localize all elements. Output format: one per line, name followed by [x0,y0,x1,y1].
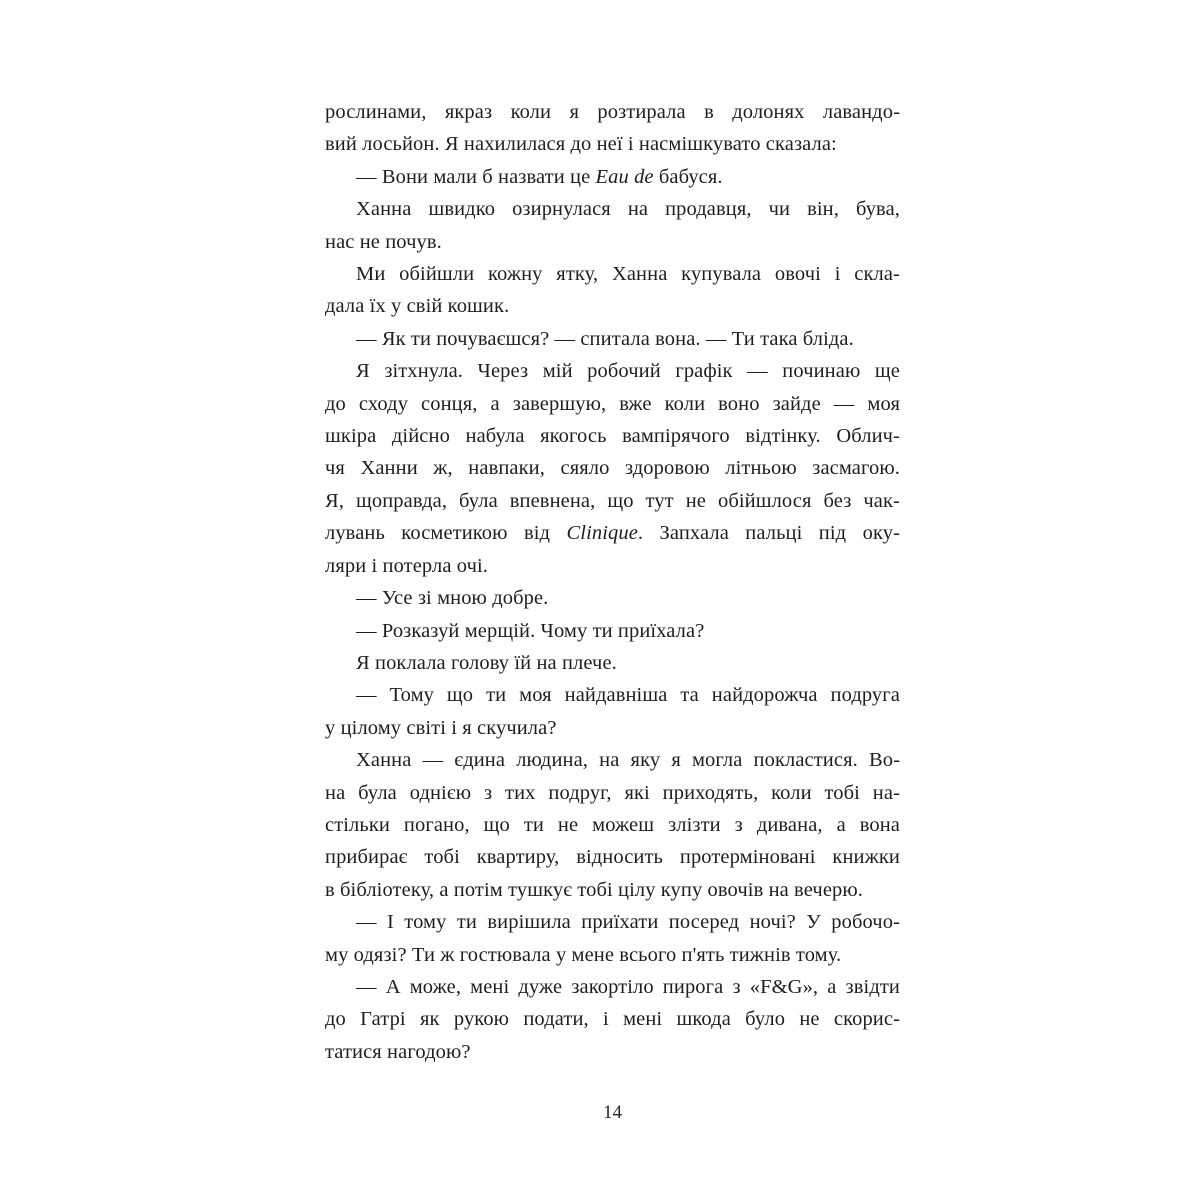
text-line: — Тому що ти моя найдавніша та найдорожча подруга [356,684,900,707]
text-line: Я поклала голову їй на плече. [356,651,617,674]
text-line: — Вони мали б назвати це Eau de бабуся. [356,165,723,188]
text-line: — Розказуй мерщій. Чому ти приїхала? [356,619,705,642]
text-line: му одязі? Ти ж гостювала у мене всього п'ять тижнів тому. [325,943,842,966]
text-line: нас не почув. [325,230,442,253]
text-line: прибирає тобі квартиру, відносить протерміновані книжки [325,846,900,869]
text-line: — І тому ти вирішила приїхати посеред ночі? У робочо- [356,911,900,934]
text-line: на була однією з тих подруг, які приходять, коли тобі на- [325,781,900,804]
text-line: Ханна швидко озирнулася на продавця, чи він, бува, [356,198,900,221]
text-line: у цілому світі і я скучила? [325,716,557,739]
page-number: 14 [603,1102,622,1123]
text-line: дала їх у свій кошик. [325,295,510,318]
text-line: до Гатрі як рукою подати, і мені шкода було не скорис- [325,1008,900,1031]
text-line: лувань косметикою від Clinique. Запхала пальці під оку- [325,522,901,545]
text-line: — Усе зі мною добре. [356,587,549,610]
text-line: в бібліотеку, а потім тушкує тобі цілу купу овочів на вечерю. [325,878,864,901]
text-line: шкіра дійсно набула якогось вампірячого відтінку. Облич- [325,425,900,448]
text-line: татися нагодою? [325,1040,471,1063]
text-line: ляри і потерла очі. [325,554,489,577]
text-line: Я, щоправда, була впевнена, що тут не обійшлося без чак- [325,489,900,512]
page-text [325,96,900,1068]
text-line: Ми обійшли кожну ятку, Ханна купувала овочі і скла- [356,263,900,286]
text-line: Я зітхнула. Через мій робочий графік — починаю ще [356,360,900,383]
text-line: — Як ти почуваєшся? — спитала вона. — Ти така бліда. [356,327,854,350]
text-line: чя Ханни ж, навпаки, сяяло здоровою літньою засмагою. [325,457,900,480]
text-line: стільки погано, що ти не можеш злізти з дивана, а вона [325,813,900,836]
text-line: вий лосьйон. Я нахилилася до неї і насмішкувато сказала: [325,133,837,156]
text-line: Ханна — єдина людина, на яку я могла покластися. Во- [356,749,900,772]
text-line: — А може, мені дуже закортіло пирога з «F&G», а звідти [356,975,900,998]
text-line: рослинами, якраз коли я розтирала в долонях лавандо- [325,101,900,123]
text-line: до сходу сонця, а завершую, вже коли воно зайде — моя [325,392,900,415]
